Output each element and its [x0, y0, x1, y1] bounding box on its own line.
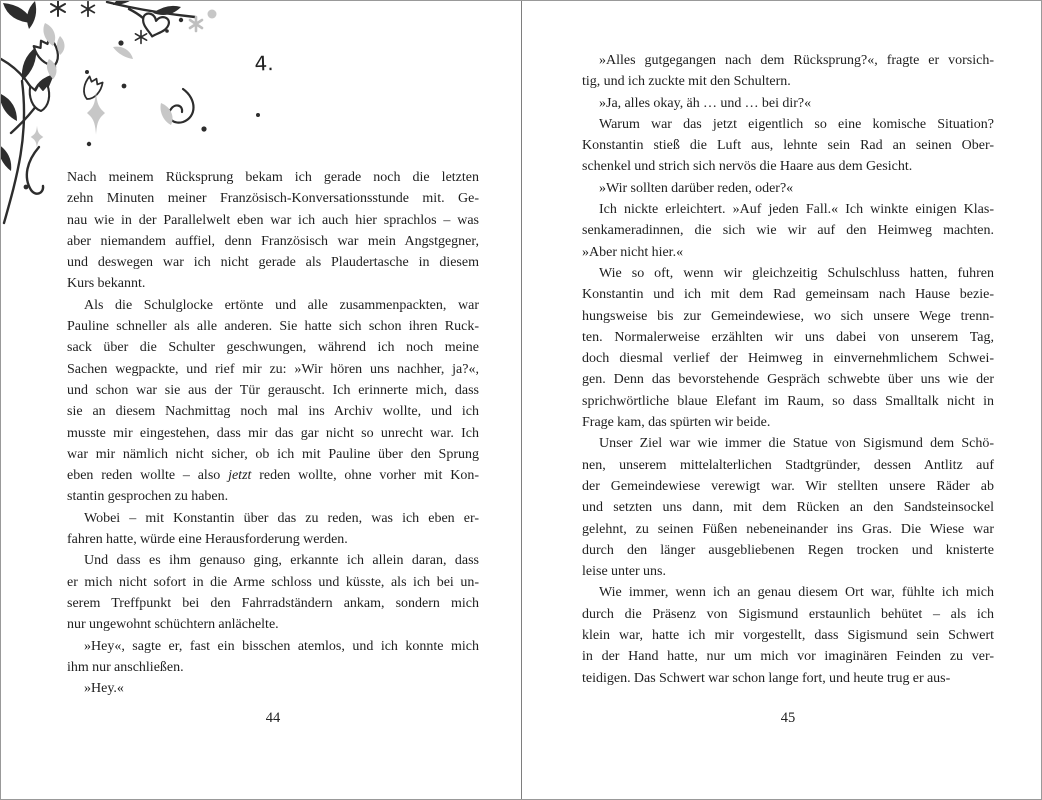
- text-line: musste mir eingestehen, dass mir das gar nicht so unrecht war. Ich: [67, 425, 479, 441]
- text-line: »Hey.«: [84, 681, 124, 697]
- text-line: nau wie in der Parallelwelt eben war ich auch hier sprachlos – was: [67, 212, 479, 228]
- text-line: durch die Präsenz von Sigismund erstaunlich behütet – als ich: [582, 606, 994, 622]
- text-line: zehn Minuten meiner Französisch-Konversationsstunde mit. Ge-: [67, 191, 479, 207]
- text-line: teidigen. Das Schwert war schon lange fort, und heute trug er aus-: [582, 670, 951, 686]
- text-line: gen. Denn das bevorstehende Gespräch schwebte über uns wie der: [582, 372, 994, 388]
- text-line: nur ungewohnt schüchtern anlächelte.: [67, 617, 279, 633]
- text-line: Nach meinem Rücksprung bekam ich gerade noch die letzten: [67, 170, 479, 185]
- text-line: Warum war das jetzt eigentlich so eine komische Situation?: [599, 116, 994, 132]
- text-line: leise unter uns.: [582, 564, 666, 580]
- text-line: durch den länger ausgebliebenen Regen trocken und knisterte: [582, 542, 994, 558]
- text-line: Frage kam, das spürten wir beide.: [582, 415, 771, 431]
- text-line: Wie immer, wenn ich an genau diesem Ort war, fühlte ich mich: [599, 585, 994, 601]
- text-line: stantin gesprochen zu haben.: [67, 489, 229, 505]
- text-line: fahren hatte, würde eine Herausforderung werden.: [67, 532, 348, 548]
- text-line: tig, und ich zuckte mit den Schultern.: [582, 74, 791, 90]
- text-line: Kurs bekannt.: [67, 276, 146, 292]
- text-line: »Alles gutgegangen nach dem Rücksprung?«, fragte er vorsich-: [599, 53, 994, 68]
- text-line: in der Hand hatte, nur um mich vor imaginären Feinden zu ver-: [582, 649, 994, 665]
- page-right: [582, 1, 994, 800]
- text-line: sie an diesem Nachmittag noch mal ins Archiv wollte, und ich: [67, 404, 479, 420]
- text-line: sack über die Schulter geschwungen, während ich noch meine: [67, 340, 479, 356]
- text-line: »Aber nicht hier.«: [582, 244, 684, 260]
- page-number-right: 45: [780, 710, 796, 726]
- text-line: Konstantin und ich mit dem Rad gemeinsam nach Hause bezie-: [582, 287, 994, 303]
- text-line: »Ja, alles okay, äh … und … bei dir?«: [599, 95, 812, 111]
- text-line: er mich nicht sofort in die Arme schloss und küsste, als ich bei un-: [67, 574, 479, 590]
- text-line: Und dass es ihm genauso ging, erkannte ich allein daran, dass: [84, 553, 479, 569]
- text-line: der Gemeindewiese verewigt war. Wir stellten unsere Räder ab: [582, 478, 994, 494]
- text-line: gelehnt, zu seinen Füßen nebeneinander ins Gras. Die Wiese war: [582, 521, 994, 537]
- text-line: sprichwörtliche blaue Elefant im Raum, so dass Smalltalk nicht in: [582, 393, 994, 409]
- text-line: und deswegen war ich nicht gerade als Plaudertasche in diesem: [67, 255, 479, 271]
- text-line: Pauline schneller als alle anderen. Sie hatte sich schon ihren Ruck-: [67, 319, 479, 335]
- text-line: war mir nämlich nicht sicher, ob ich mit Pauline über den Sprung: [67, 446, 479, 462]
- page-number-left: 44: [265, 710, 281, 726]
- text-line: aber niemandem auffiel, denn Französisch war mein Angstgegner,: [67, 233, 479, 249]
- text-line: ten. Normalerweise erzählten wir uns dabei von unserem Tag,: [582, 329, 994, 345]
- page-right-text: [582, 50, 994, 689]
- text-line: »Hey«, sagte er, fast ein bisschen atemlos, und ich konnte mich: [84, 638, 479, 654]
- text-line: Als die Schulglocke ertönte und alle zusammenpackten, war: [84, 297, 479, 313]
- text-line: serem Treffpunkt bei den Fahrradständern ankam, sondern mich: [67, 595, 479, 611]
- text-line: Unser Ziel war wie immer die Statue von Sigismund dem Schö-: [599, 436, 994, 452]
- text-line: hungsweise bis zur Gemeindewiese, wo sich unsere Wege trenn-: [582, 308, 994, 324]
- text-line: Sachen wegpackte, und rief mir zu: »Wir hören uns nachher, ja?«,: [67, 361, 479, 377]
- text-line: und schon war sie aus der Tür gerauscht. Ich erinnerte mich, dass: [67, 382, 479, 398]
- text-line: ihm nur anschließen.: [67, 659, 184, 675]
- text-line: »Wir sollten darüber reden, oder?«: [599, 180, 794, 196]
- text-line: Wie so oft, wenn wir gleichzeitig Schulschluss hatten, fuhren: [599, 265, 994, 281]
- page-left-text: [67, 167, 479, 699]
- text-line: schenkel und strich sich nervös die Haare aus dem Gesicht.: [582, 159, 913, 175]
- chapter-number: 4.: [254, 50, 274, 76]
- text-line: senkameradinnen, die sich wie wir auf den Heimweg machten.: [582, 223, 994, 239]
- text-line: Wobei – mit Konstantin über das zu reden, was ich eben er-: [84, 510, 479, 526]
- text-line: nen, unserem mittelalterlichen Stadtgründer, dessen Antlitz auf: [582, 457, 994, 473]
- text-line: klein war, hatte ich mir vorgestellt, dass Sigismund sein Schwert: [582, 628, 994, 644]
- floral-ornament: [1, 1, 301, 231]
- text-line: und setzten uns dann, mit dem Rücken an den Sandsteinsockel: [582, 500, 994, 516]
- page-divider: [521, 1, 522, 799]
- text-line: eben reden wollte – also jetzt reden wollte, ohne vorher mit Kon-: [67, 468, 479, 484]
- text-line: Ich nickte erleichtert. »Auf jeden Fall.« Ich winkte einigen Klas-: [599, 202, 994, 218]
- text-line: Konstantin stieß die Luft aus, lehnte sein Rad an seinen Ober-: [582, 138, 994, 154]
- text-line: doch diesmal verlief der Heimweg in einvernehmlichem Schwei-: [582, 351, 994, 367]
